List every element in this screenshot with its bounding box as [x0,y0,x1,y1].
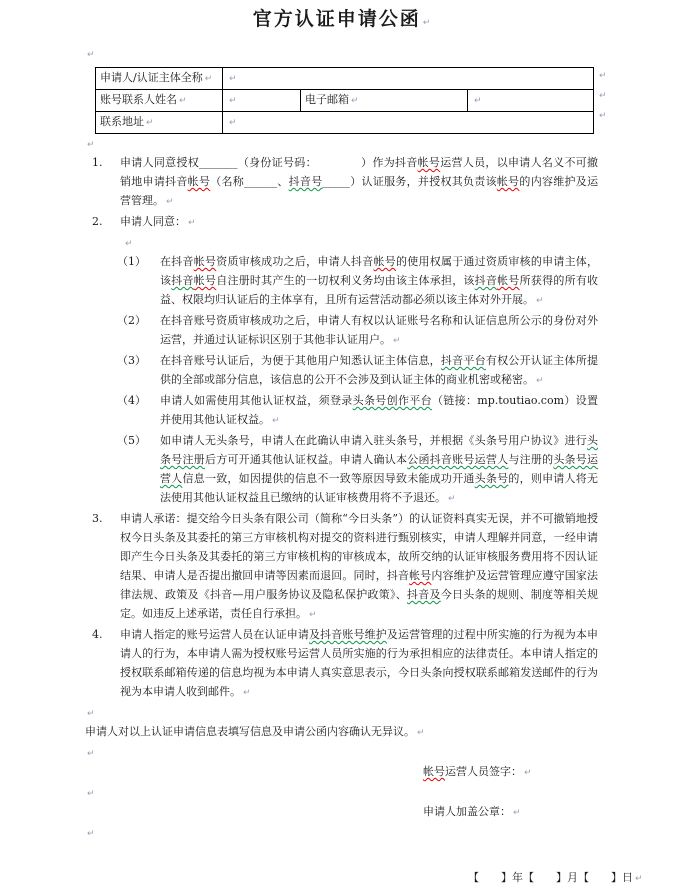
paragraph-mark-icon: ↵ [87,789,95,799]
text-segment: （身份证号码： [237,156,317,169]
empty-paragraph [123,233,598,252]
text-segment: 帐号 [417,156,441,169]
sub-clause-number: （5） [117,434,146,447]
text-segment: 、 [277,175,289,188]
paragraph-mark-icon: ↵ [513,808,521,818]
paragraph-mark-icon: ↵ [125,239,133,249]
sub-clause-3 [85,351,598,391]
text-segment: 申请人指定的账号运营人员在认证申请 [120,628,310,641]
paragraph-mark-icon: ↵ [87,709,95,719]
empty-paragraph [85,44,598,63]
text-segment: 内容维护及运营管理应遵守国家法律法规、政策及《抖音—用户服务协议及隐私保护政策》、 [120,569,599,601]
paragraph-mark-icon: ↵ [309,610,317,620]
text-segment: 帐号 [187,175,211,188]
text-segment: 帐号 [193,274,217,287]
address-label: 联系地址 [100,115,144,128]
operator-signature-line[interactable] [423,762,598,783]
paragraph-mark-icon: ↵ [448,494,456,504]
text-segment: ）作为抖音 [360,156,418,169]
paragraph-mark-icon: ↵ [536,376,544,386]
clause-3 [85,509,598,625]
text-segment: 运营人员签字： [445,765,522,778]
text-segment: 抖音 [474,274,498,287]
text-segment: ）认证服务，并授权其负责该 [349,175,497,188]
empty-paragraph [85,783,598,802]
full-name-label: 申请人/认证主体全称 [100,71,203,84]
clause-number: 4. [92,628,103,641]
paragraph-mark-icon: ↵ [229,118,237,128]
text-segment: 在抖音账号资质审核成功之后，申请人有权以认证账号名称和认证信息所公示的身份对外运营，并通过认证标识区别于其他非认证用户。 [160,314,598,346]
clause-4 [85,625,598,703]
paragraph-mark-icon: ↵ [229,74,237,84]
sub-clause-2 [85,311,598,351]
clause-text [120,153,598,212]
text-segment: 资质审核成功之后，申请人抖音 [216,255,374,268]
sub-clause-text [160,311,598,351]
empty-paragraph [85,823,598,842]
text-segment: 后方可开通其他认证权益。申请人确认本 [204,453,408,466]
paragraph-mark-icon: ↵ [422,18,431,28]
text-segment: 的，则申请人将无法使用其他认证权益且已缴纳的认证审核费用将不予退还。 [160,472,599,504]
clause-number: 1. [92,156,103,169]
text-segment: 申请人如需使用其他认证权益，须登录 [160,394,353,407]
paragraph-mark-icon: ↵ [188,218,196,228]
text-segment: 抖音号 [288,175,323,188]
text-segment: 今日头条的规则、制度等相关规定。如违反上述承诺，责任自行承担。 [120,588,598,620]
text-segment: 头条号注册 [160,434,598,466]
paragraph-mark-icon: ↵ [87,829,95,839]
text-segment: 头条号运营人 [160,453,599,485]
title-line [85,6,598,36]
sub-clause-text [160,431,598,509]
empty-paragraph [85,703,598,722]
text-segment: 【 】年【 】月【 】日 [468,871,633,884]
text-segment: 帐号 [497,274,520,287]
table-row-full-name [96,68,594,90]
text-segment: 的内容维护及运营管理。 [120,175,599,207]
text-segment: 的使用权属于通过资质审核的申请主体，该 [160,255,599,287]
sub-clause-1 [85,252,598,311]
empty-paragraph [85,134,598,153]
row-end-mark-icon: ↵ [599,111,607,121]
text-segment: 及运营管理的过程中所实施的行为视为本申请人的行为，本申请人需为授权账号运营人员所实施的行为承担相应的法律责任。本申请人指定的授权联系邮箱传递的信息均视为本申请人真实意思表示，今日头条向授权联系邮箱发送邮件的行为视为本申请人收到邮件。 [120,628,599,698]
text-segment: （链接：mp.toutiao.com）设置并使用其他认证权益。 [160,394,599,426]
text-segment: 有权公开认证主体所提供的全部或部分信息，该信息的公开不会涉及到认证主体的商业机密或秘密。 [160,354,599,386]
contact-name-label: 账号联系人姓名 [100,93,177,106]
email-value-cell[interactable] [468,90,594,112]
text-segment: 帐号 [373,255,397,268]
row-end-mark-icon: ↵ [599,71,607,81]
paragraph-mark-icon: ↵ [351,96,359,106]
full-name-value-cell[interactable] [223,68,594,90]
row-end-mark-icon: ↵ [599,91,607,101]
clause-2 [85,212,598,233]
text-segment: 头条号创作平台 [352,394,432,407]
paragraph-mark-icon: ↵ [272,416,280,426]
paragraph-mark-icon: ↵ [635,874,643,884]
sub-clause-number: （2） [117,314,146,327]
paragraph-mark-icon: ↵ [393,336,401,346]
text-segment: 帐号 [423,765,445,778]
text-segment: 抖音 [171,274,194,287]
paragraph-mark-icon: ↵ [146,118,154,128]
text-segment: _______ [199,156,238,169]
clause-text [120,212,598,233]
paragraph-mark-icon: ↵ [243,688,251,698]
clause-1 [85,153,598,212]
text-segment: 申请人同意授权 [120,156,200,169]
paragraph-mark-icon: ↵ [179,96,187,106]
text-segment: 如申请人无头条号，申请人在此确认申请入驻头条号，并根据《头条号用户协议》进行 [160,434,587,447]
text-segment: 及抖音账号维护 [309,628,387,641]
address-value-cell[interactable] [223,112,594,134]
contact-name-value-cell[interactable] [223,90,301,112]
text-segment: _____ [322,175,350,188]
text-segment: 在抖音账号认证后，为便于其他用户知悉认证主体信息， [160,354,441,367]
text-segment: 信息一致，如因提供的信息不一致等原因导致未能成功开通 [182,472,475,485]
sub-clause-5 [85,431,598,509]
date-line[interactable] [468,868,643,889]
confirmation-statement [85,722,598,743]
sub-clause-text [160,351,598,391]
paragraph-mark-icon: ↵ [524,768,532,778]
sub-clause-text [160,252,598,311]
text-segment: 自注册时其产生的一切权利义务均由该主体承担，该 [216,274,475,287]
paragraph-mark-icon: ↵ [474,96,482,106]
applicant-info-table [95,67,594,134]
email-label-cell [301,90,468,112]
text-segment: 帐号 [409,569,432,582]
clause-number: 2. [92,215,103,228]
text-segment: 运营人员，以申请人名义不可撤销地申请抖音 [120,156,599,188]
paragraph-mark-icon: ↵ [87,50,95,60]
table-row-address [96,112,594,134]
text-segment: 申请人承诺：提交给今日头条有限公司（简称“今日头条”）的认证资料真实无误，并不可撤销地授权今日头条及其委托的第三方审核机构对提交的资料进行甄别核实，申请人理解并同意，一经申请即产生今日头条及其委托的第三方审核机构的审核成本，故所交纳的认证审核服务费用将不因认证结果、申请人是否提出撤回申请等因素而退回。同时，抖音 [120,512,598,582]
paragraph-mark-icon: ↵ [229,96,237,106]
sub-clause-number: （1） [117,255,146,268]
text-segment: ______ [244,175,278,188]
paragraph-mark-icon: ↵ [87,749,95,759]
table-row-contact [96,90,594,112]
text-segment: 申请人同意： [120,215,186,228]
sub-clause-text [160,391,598,431]
text-segment: 抖音及 [407,588,441,601]
paragraph-mark-icon: ↵ [166,197,174,207]
text-segment: 申请人对以上认证申请信息表填写信息及申请公函内容确认无异议。 [85,725,415,738]
sub-clause-4 [85,391,598,431]
paragraph-mark-icon: ↵ [204,74,213,84]
applicant-info-table-wrap [95,67,607,134]
text-segment: 与注册的 [508,453,554,466]
paragraph-mark-icon: ↵ [417,728,425,738]
text-segment: 公函抖音账号运营人 [407,453,509,466]
clause-number: 3. [92,512,103,525]
company-seal-line[interactable] [423,802,598,823]
text-segment: （名称 [210,175,245,188]
empty-paragraph [85,743,598,762]
text-segment: 抖音平台 [440,354,486,367]
clause-text [120,625,598,703]
page-title: 官方认证申请公函 [252,8,421,30]
paragraph-mark-icon: ↵ [87,140,95,150]
clause-text [120,509,598,625]
paragraph-mark-icon: ↵ [536,296,544,306]
text-segment: 帐号 [193,255,217,268]
text-segment: 帐号 [496,175,520,188]
text-segment: 所获得的所有收益、权限均归认证后的主体享有，且所有运营活动都必须以该主体对外开展。 [160,274,599,306]
email-label: 电子邮箱 [305,93,349,106]
contact-name-label-cell [96,90,223,112]
full-name-label-cell [96,68,223,90]
sub-clause-number: （3） [117,354,146,367]
text-segment: 申请人加盖公章： [423,805,511,818]
address-label-cell [96,112,223,134]
text-segment: 在抖音 [160,255,194,268]
sub-clause-number: （4） [117,394,146,407]
text-segment: 头条号 [474,472,509,485]
